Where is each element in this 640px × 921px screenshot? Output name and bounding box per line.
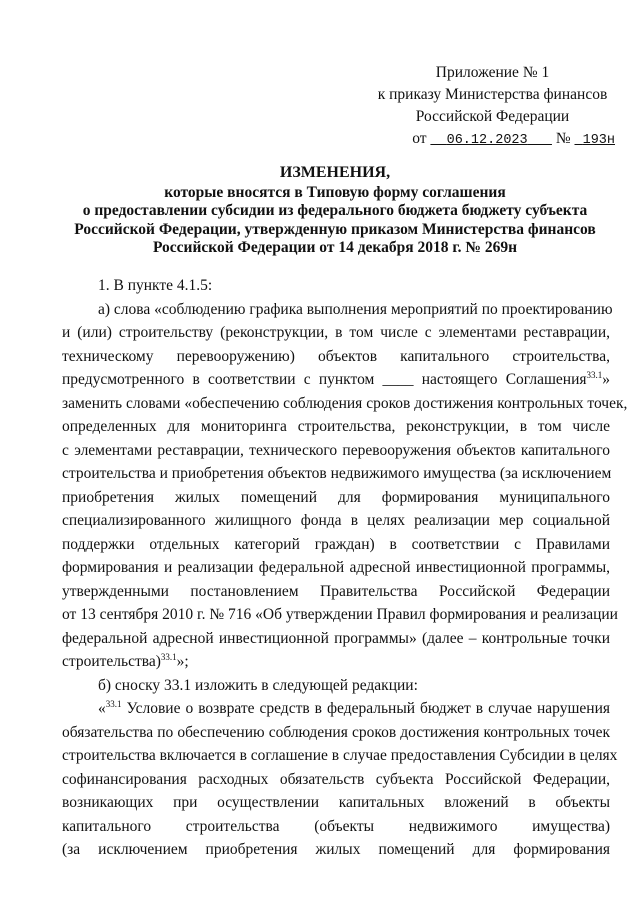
paragraph-line: специализированного жилищного фонда в целях реализации мер социальной (62, 512, 610, 529)
heading-line: Российской Федерации от 14 декабря 2018 г. № 269н (152, 239, 518, 256)
paragraph-line: поддержки отдельных категорий граждан) в соответствии с Правилами (62, 535, 610, 553)
heading-title: ИЗМЕНЕНИЯ, (279, 164, 391, 181)
paragraph-line: определенных для мониторинга строительства, реконструкции, в том числе (62, 418, 610, 435)
heading-line: Российской Федерации, утвержденную приказом Министерства финансов (74, 220, 596, 238)
paragraph-line: строительства и приобретения объектов недвижимого имущества (за исключением (62, 465, 612, 482)
number-value: 193н (582, 133, 615, 148)
paragraph-line: строительства)$^{33.1}$»; (62, 651, 189, 670)
paragraph-line: строительства включается в соглашение в случае предоставления Субсидии в целях (62, 747, 618, 764)
paragraph-line: предусмотренного в соответствии с пунктом ____ настоящего Соглашения$^{33.1}$» (62, 369, 610, 388)
paragraph-line: федеральной адресной инвестиционной программы» (далее – контрольные точки (62, 629, 610, 647)
paragraph-line: «$^{33.1}$ Условие о возврате средств в федеральный бюджет в случае нарушения (98, 698, 610, 717)
appendix-block (370, 62, 615, 152)
paragraph-line: формирования и реализации федеральной адресной инвестиционной программы, (62, 559, 610, 576)
footnote-ref: 33.1 (105, 698, 122, 709)
date-prefix: от (412, 130, 427, 147)
paragraph-line: (за исключением приобретения жилых помещений для формирования (62, 841, 610, 858)
appendix-order-line: к приказу Министерства финансов (377, 86, 608, 103)
paragraph-line: заменить словами «обеспечению соблюдения сроков достижения контрольных точек, (62, 394, 628, 412)
paragraph-line: утвержденными постановлением Правительства Российской Федерации (62, 582, 610, 600)
paragraph-line: техническому перевооружению) объектов капитального строительства, (62, 347, 610, 365)
paragraph-line: софинансирования расходных обязательств субъекта Российской Федерации, (62, 770, 610, 788)
footnote-ref: 33.1 (586, 369, 603, 380)
point-b: б) сноску 33.1 изложить в следующей редакции: (98, 676, 418, 694)
heading-line: о предоставлении субсидии из федерального бюджета бюджету субъекта (82, 202, 588, 219)
appendix-title: Приложение № 1 (435, 64, 550, 81)
appendix-ministry-line: Российской Федерации (415, 108, 570, 125)
appendix-date-line (370, 128, 615, 152)
paragraph-line: капитального строительства (объекты недвижимого имущества) (62, 817, 610, 835)
number-prefix: № (555, 130, 571, 147)
paragraph-line: от 13 сентября 2010 г. № 716 «Об утверждении Правил формирования и реализации (62, 606, 618, 623)
footnote-ref: 33.1 (160, 651, 177, 662)
date-value: 06.12.2023 (446, 133, 528, 148)
paragraph-line: обязательства по обеспечению соблюдения сроков достижения контрольных точек (62, 723, 610, 741)
paragraph-line: с элементами реставрации, технического перевооружения объектов капитального (62, 441, 610, 459)
document-heading (70, 164, 600, 258)
heading-line: которые вносятся в Типовую форму соглашения (164, 183, 506, 201)
point-1: 1. В пункте 4.1.5: (98, 277, 213, 294)
paragraph-line: и (или) строительству (реконструкции, в том числе с элементами реставрации, (62, 324, 610, 341)
document-body (62, 274, 628, 862)
paragraph-line: приобретения жилых помещений для формирования муниципального (62, 488, 610, 506)
paragraph-line: а) слова «соблюдению графика выполнения мероприятий по проектированию (98, 300, 613, 318)
paragraph-line: возникающих при осуществлении капитальных вложений в объекты (62, 794, 610, 811)
